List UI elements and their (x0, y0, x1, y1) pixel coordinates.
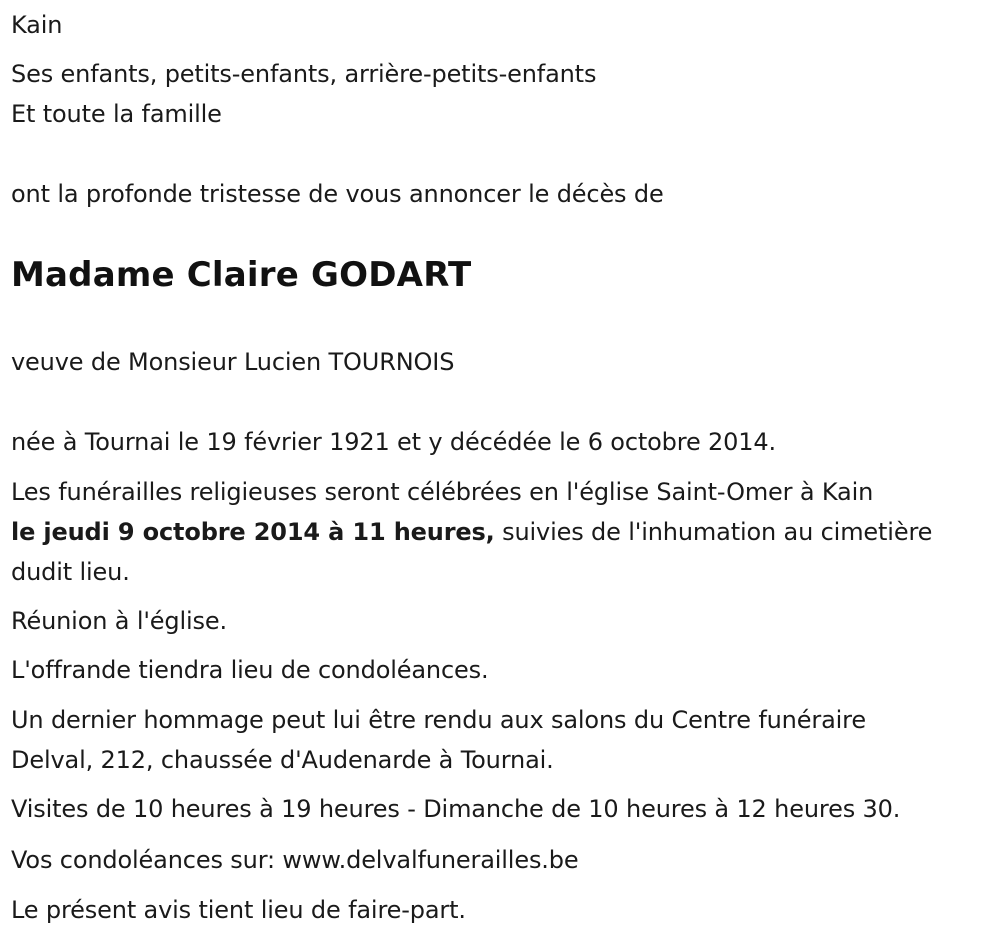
funeral-line-1: Les funérailles religieuses seront célébrées en l'église Saint-Omer à Kain (11, 478, 874, 506)
announcement-line: ont la profonde tristesse de vous annoncer le décès de (11, 180, 664, 208)
funeral-line-2 (11, 512, 932, 552)
notice-statement-line: Le présent avis tient lieu de faire-part. (11, 896, 466, 924)
visits-line: Visites de 10 heures à 19 heures - Dimanche de 10 heures à 12 heures 30. (11, 795, 901, 823)
widow-of-line: veuve de Monsieur Lucien TOURNOIS (11, 348, 455, 376)
funeral-line-2-rest: suivies de l'inhumation au cimetière (494, 518, 933, 546)
tribute-line-2: Delval, 212, chaussée d'Audenarde à Tournai. (11, 746, 554, 774)
funeral-line-3: dudit lieu. (11, 558, 130, 586)
offering-line: L'offrande tiendra lieu de condoléances. (11, 656, 489, 684)
deceased-name: Madame Claire GODART (11, 255, 472, 295)
tribute-line-1: Un dernier hommage peut lui être rendu aux salons du Centre funéraire (11, 706, 866, 734)
birth-death-line: née à Tournai le 19 février 1921 et y décédée le 6 octobre 2014. (11, 428, 776, 456)
family-line-2: Et toute la famille (11, 100, 222, 128)
family-line-1: Ses enfants, petits-enfants, arrière-petits-enfants (11, 60, 597, 88)
meeting-line: Réunion à l'église. (11, 607, 227, 635)
condolences-line: Vos condoléances sur: www.delvalfunerailles.be (11, 846, 579, 874)
funeral-date: le jeudi 9 octobre 2014 à 11 heures, (11, 518, 495, 546)
city-line: Kain (11, 11, 63, 39)
